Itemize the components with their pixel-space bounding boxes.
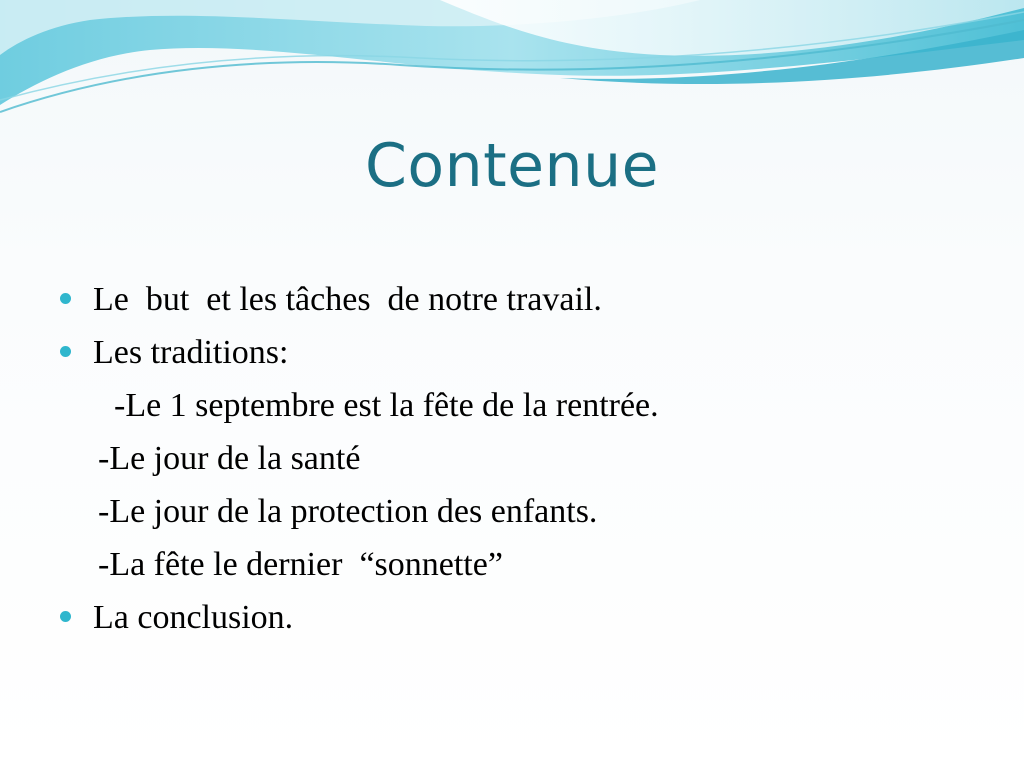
list-subitem-text: -Le 1 septembre est la fête de la rentrée.: [114, 387, 659, 424]
decorative-wave-header: [0, 0, 1024, 130]
list-item-text: Le but et les tâches de notre travail.: [93, 281, 602, 318]
list-item-text: Les traditions:: [93, 334, 289, 371]
slide-title: Contenue: [364, 131, 660, 201]
list-subitem-text: -Le jour de la protection des enfants.: [98, 493, 598, 530]
list-subitem-text: -La fête le dernier “sonnette”: [98, 546, 503, 583]
list-subitem: [60, 432, 1000, 485]
bullet-list: [60, 273, 1000, 644]
list-item-text: La conclusion.: [93, 599, 294, 636]
list-subitem: [60, 538, 1000, 591]
list-subitem: [60, 379, 1000, 432]
round-bullet-icon: [60, 293, 71, 304]
list-item: [60, 273, 1000, 326]
round-bullet-icon: [60, 346, 71, 357]
round-bullet-icon: [60, 611, 71, 622]
list-subitem: [60, 485, 1000, 538]
list-item: [60, 326, 1000, 379]
list-subitem-text: -Le jour de la santé: [98, 440, 361, 477]
list-item: [60, 591, 1000, 644]
